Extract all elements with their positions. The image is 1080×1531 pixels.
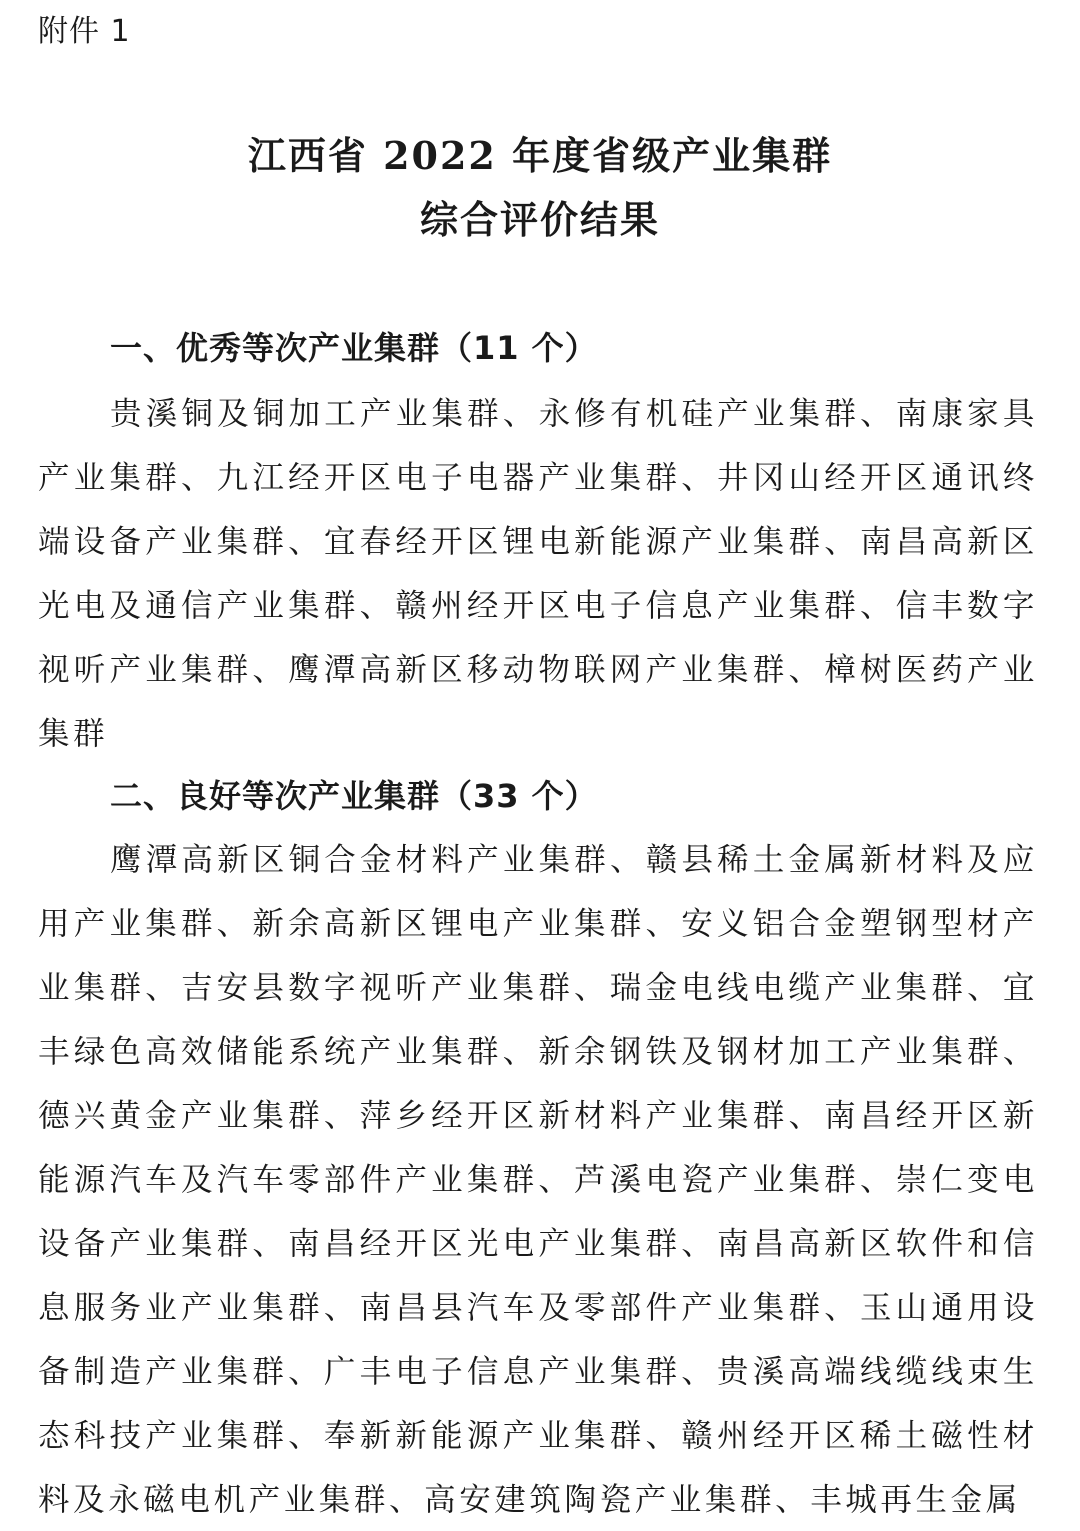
attachment-label: 附件 1 [38, 14, 131, 49]
section-heading-excellent: 一、优秀等次产业集群（11 个） [110, 329, 598, 367]
section-body-good: 鹰潭高新区铜合金材料产业集群、赣县稀土金属新材料及应用产业集群、新余高新区锂电产业集群、安义铝合金塑钢型材产业集群、吉安县数字视听产业集群、瑞金电线电缆产业集群、宜丰绿色高效储能系统产业集群、新余钢铁及钢材加工产业集群、德兴黄金产业集群、萍乡经开区新材料产业集群、南昌经开区新能源汽车及汽车零部件产业集群、芦溪电瓷产业集群、崇仁变电设备产业集群、南昌经开区光电产业集群、南昌高新区软件和信息服务业产业集群、南昌县汽车及零部件产业集群、玉山通用设备制造产业集群、广丰电子信息产业集群、贵溪高端线缆线束生态科技产业集群、奉新新能源产业集群、赣州经开区稀土磁性材料及永磁电机产业集群、高安建筑陶瓷产业集群、丰城再生金属 [38, 842, 1038, 1518]
section-heading-good: 二、良好等次产业集群（33 个） [110, 777, 598, 815]
section-body-excellent: 贵溪铜及铜加工产业集群、永修有机硅产业集群、南康家具产业集群、九江经开区电子电器产业集群、井冈山经开区通讯终端设备产业集群、宜春经开区锂电新能源产业集群、南昌高新区光电及通信产业集群、赣州经开区电子信息产业集群、信丰数字视听产业集群、鹰潭高新区移动物联网产业集群、樟树医药产业集群 [38, 396, 1038, 752]
document-title-line-2: 综合评价结果 [419, 197, 660, 242]
document-title-line-1: 江西省 2022 年度省级产业集群 [247, 133, 833, 178]
